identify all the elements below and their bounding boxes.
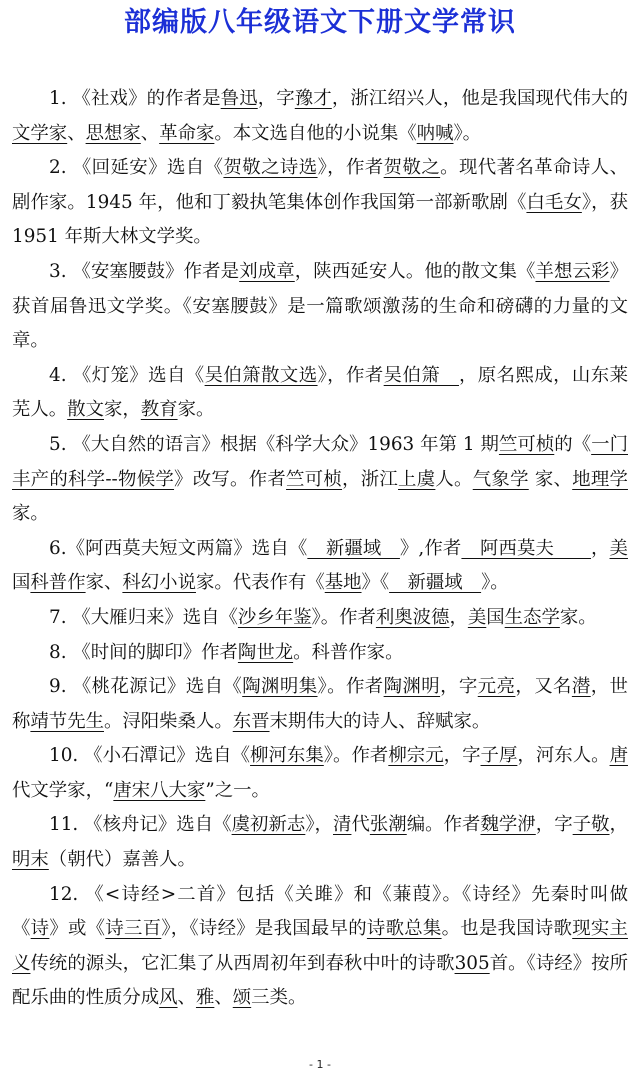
underlined-answer: 唐宋八大家 xyxy=(113,779,206,801)
underlined-answer: 一门丰产的科学--物候学 xyxy=(12,433,628,490)
text-segment: 家。 xyxy=(12,503,49,525)
underlined-answer: 诗三百 xyxy=(105,918,162,940)
underlined-answer: 贺敬之诗选 xyxy=(223,157,318,179)
underlined-answer: 羊想云彩 xyxy=(535,260,610,282)
text-segment: ，字 xyxy=(440,676,478,698)
text-segment: 。科普作家。 xyxy=(293,641,404,663)
text-segment: 末期伟大的诗人、辞赋家。 xyxy=(269,710,491,732)
paragraph-1 xyxy=(12,82,628,151)
text-segment: （朝代）嘉善人。 xyxy=(48,849,196,871)
underlined-answer: 陶世龙 xyxy=(237,641,294,663)
paragraph-4 xyxy=(12,359,628,428)
text-segment: ，河东人。 xyxy=(517,745,610,767)
underlined-answer: 吴伯箫 xyxy=(383,364,459,386)
text-segment: ”之一。 xyxy=(205,779,270,801)
paragraph-10 xyxy=(12,739,628,808)
underlined-answer: 沙乡年鉴 xyxy=(237,606,312,628)
underlined-answer: 现实主义 xyxy=(12,918,628,974)
text-segment: 的《 xyxy=(554,433,592,455)
text-segment: ，字 xyxy=(535,814,573,836)
underlined-answer: 气象学 xyxy=(472,468,529,490)
text-segment: 》，作者 xyxy=(317,157,384,179)
underlined-answer: 陶渊明 xyxy=(383,676,441,698)
underlined-answer: 贺敬之 xyxy=(383,157,441,179)
text-segment: 2. 《回延安》选自《 xyxy=(49,157,224,179)
underlined-answer: 鲁迅 xyxy=(220,88,258,109)
underlined-answer: 上虞 xyxy=(398,468,436,490)
text-segment: 》， xyxy=(305,814,333,836)
underlined-answer: 诗歌总集 xyxy=(366,918,442,940)
text-segment: 家。 xyxy=(177,399,215,421)
text-segment: 、 xyxy=(140,122,160,144)
text-segment: 4. 《灯笼》选自《 xyxy=(49,364,205,386)
text-segment: 》。作者 xyxy=(323,745,389,767)
text-segment: ，浙江 xyxy=(342,468,399,490)
underlined-answer: 子厚 xyxy=(480,745,518,767)
text-segment: ，字 xyxy=(257,88,295,109)
underlined-answer: 魏学洢 xyxy=(480,814,536,836)
underlined-answer: 竺可桢 xyxy=(286,468,343,490)
underlined-answer: 科幻小说 xyxy=(122,572,196,594)
underlined-answer: 文学家 xyxy=(12,122,68,144)
underlined-answer: 刘成章 xyxy=(239,260,295,282)
underlined-answer: 元亮 xyxy=(477,676,516,698)
text-segment: 》。 xyxy=(481,572,509,594)
text-segment: 三类。 xyxy=(251,987,307,1009)
text-segment: 。本文选自他的小说集《 xyxy=(214,122,417,144)
document-body xyxy=(12,82,628,1016)
underlined-answer: 利奥波德 xyxy=(375,606,450,628)
text-segment: 。也是我国诗歌 xyxy=(441,918,573,940)
text-segment: ，陕西延安人。他的散文集《 xyxy=(294,260,536,282)
underlined-answer: 地理学 xyxy=(572,468,628,490)
text-segment: 3. 《安塞腰鼓》作者是 xyxy=(49,260,240,282)
text-segment: 首。《诗经》按所配乐曲的性质分成 xyxy=(12,952,628,1009)
text-segment: 家、 xyxy=(85,572,123,594)
text-segment: 家、 xyxy=(528,468,573,490)
text-segment: 、 xyxy=(67,122,86,144)
text-segment: 家。 xyxy=(559,606,597,628)
underlined-answer: 美 xyxy=(467,606,487,628)
page-number: - 1 - xyxy=(309,1058,331,1071)
text-segment: ，浙江绍兴人，他是我国现代伟大的 xyxy=(331,88,628,109)
text-segment: 代文学家，“ xyxy=(12,779,114,801)
text-segment: 。浔阳柴桑人。 xyxy=(103,710,233,732)
paragraph-5 xyxy=(12,428,628,532)
paragraph-3 xyxy=(12,255,628,359)
underlined-answer: 雅 xyxy=(195,987,215,1009)
text-segment: 1. 《社戏》的作者是 xyxy=(49,88,221,109)
text-segment: 7. 《大雁归来》选自《 xyxy=(49,606,238,628)
page-title: 部编版八年级语文下册文学常识 xyxy=(124,7,516,38)
text-segment: ，世称 xyxy=(12,676,628,732)
text-segment: ，字 xyxy=(443,745,481,767)
text-segment: 家， xyxy=(103,399,141,421)
underlined-answer: 吴伯箫散文选 xyxy=(204,364,318,386)
underlined-answer: 革命家 xyxy=(159,122,215,144)
underlined-answer: 基地 xyxy=(324,572,362,594)
text-segment: 》，作者 xyxy=(317,364,384,386)
underlined-answer: 阿西莫夫 xyxy=(461,537,592,559)
text-segment: 、 xyxy=(177,987,196,1009)
text-segment: 9. 《桃花源记》选自《 xyxy=(49,676,243,698)
underlined-answer: 张潮 xyxy=(369,814,407,836)
underlined-answer: 东晋 xyxy=(232,710,270,732)
paragraph-9 xyxy=(12,670,628,739)
text-segment: 》。 xyxy=(453,122,482,144)
underlined-answer: 诗 xyxy=(30,918,50,940)
text-segment: 6.《阿西莫夫短文两篇》选自《 xyxy=(49,537,308,559)
underlined-answer: 子敬 xyxy=(572,814,610,836)
underlined-answer: 科普作 xyxy=(30,572,86,594)
underlined-answer: 新疆域 xyxy=(389,572,482,594)
text-segment: 》,作者 xyxy=(399,537,462,559)
text-segment: 11. 《核舟记》选自《 xyxy=(49,814,232,836)
text-segment: 》。作者 xyxy=(317,676,384,698)
text-segment: 家。代表作有《 xyxy=(195,572,325,594)
text-segment: 12. 《<诗经>二首》包括《关雎》和《蒹葭》。《诗经》先秦时叫做《 xyxy=(12,883,628,940)
text-segment: ，又名 xyxy=(515,676,572,698)
text-segment: 》或《 xyxy=(49,918,106,940)
text-segment: 。现代著名革命诗人、剧作家。1945 年，他和丁毅执笔集体创作我国第一部新歌剧《 xyxy=(12,157,628,213)
underlined-answer: 清 xyxy=(333,814,352,836)
text-segment: 代 xyxy=(351,814,370,836)
paragraph-11 xyxy=(12,808,628,877)
underlined-answer: 虞初新志 xyxy=(231,814,306,836)
text-segment: 8. 《时间的脚印》作者 xyxy=(49,641,238,663)
text-segment: ， xyxy=(591,537,610,559)
underlined-answer: 散文 xyxy=(67,399,104,421)
text-segment: 编。作者 xyxy=(406,814,481,836)
underlined-answer: 风 xyxy=(159,987,178,1009)
underlined-answer: 305 xyxy=(454,952,490,974)
underlined-answer: 颂 xyxy=(232,987,252,1009)
paragraph-2 xyxy=(12,151,628,255)
text-segment: 》获首届鲁迅文学奖。《安塞腰鼓》是一篇歌颂激荡的生命和磅礴的力量的文章。 xyxy=(12,260,628,352)
underlined-answer: 陶渊明集 xyxy=(242,676,318,698)
text-segment: 》，获 1951 年斯大林文学奖。 xyxy=(12,191,628,248)
underlined-answer: 豫才 xyxy=(294,88,332,109)
text-segment: 人。 xyxy=(435,468,473,490)
underlined-answer: 唐 xyxy=(609,745,628,767)
text-segment: 国 xyxy=(12,572,31,594)
underlined-answer: 明末 xyxy=(12,849,49,871)
underlined-answer: 生态学 xyxy=(504,606,560,628)
underlined-answer: 新疆域 xyxy=(307,537,400,559)
text-segment: ， xyxy=(449,606,468,628)
text-segment: 传统的源头，它汇集了从西周初年到春秋中叶的诗歌 xyxy=(30,952,455,974)
underlined-answer: 柳宗元 xyxy=(388,745,444,767)
text-segment: 国 xyxy=(486,606,505,628)
underlined-answer: 潜 xyxy=(571,676,591,698)
paragraph-12 xyxy=(12,878,628,1016)
text-segment: 》改写。作者 xyxy=(174,468,287,490)
underlined-answer: 思想家 xyxy=(85,122,141,144)
underlined-answer: 靖节先生 xyxy=(30,710,104,732)
text-segment: 》《 xyxy=(361,572,390,594)
text-segment: 10. 《小石潭记》选自《 xyxy=(49,745,251,767)
underlined-answer: 柳河东集 xyxy=(250,745,324,767)
paragraph-8 xyxy=(12,636,628,671)
underlined-answer: 美 xyxy=(609,537,628,559)
text-segment: ， xyxy=(609,814,628,836)
text-segment: 》。作者 xyxy=(311,606,376,628)
text-segment: ，原名熙成，山东莱芜人。 xyxy=(12,364,628,421)
text-segment: 》，《诗经》是我国最早的 xyxy=(161,918,367,940)
underlined-answer: 教育 xyxy=(140,399,178,421)
text-segment: 、 xyxy=(214,987,233,1009)
paragraph-6 xyxy=(12,532,628,601)
text-segment: 5. 《大自然的语言》根据《科学大众》1963 年第 1 期 xyxy=(49,433,499,455)
underlined-answer: 呐喊 xyxy=(416,122,454,144)
underlined-answer: 竺可桢 xyxy=(498,433,555,455)
underlined-answer: 白毛女 xyxy=(526,191,582,213)
paragraph-7 xyxy=(12,601,628,636)
